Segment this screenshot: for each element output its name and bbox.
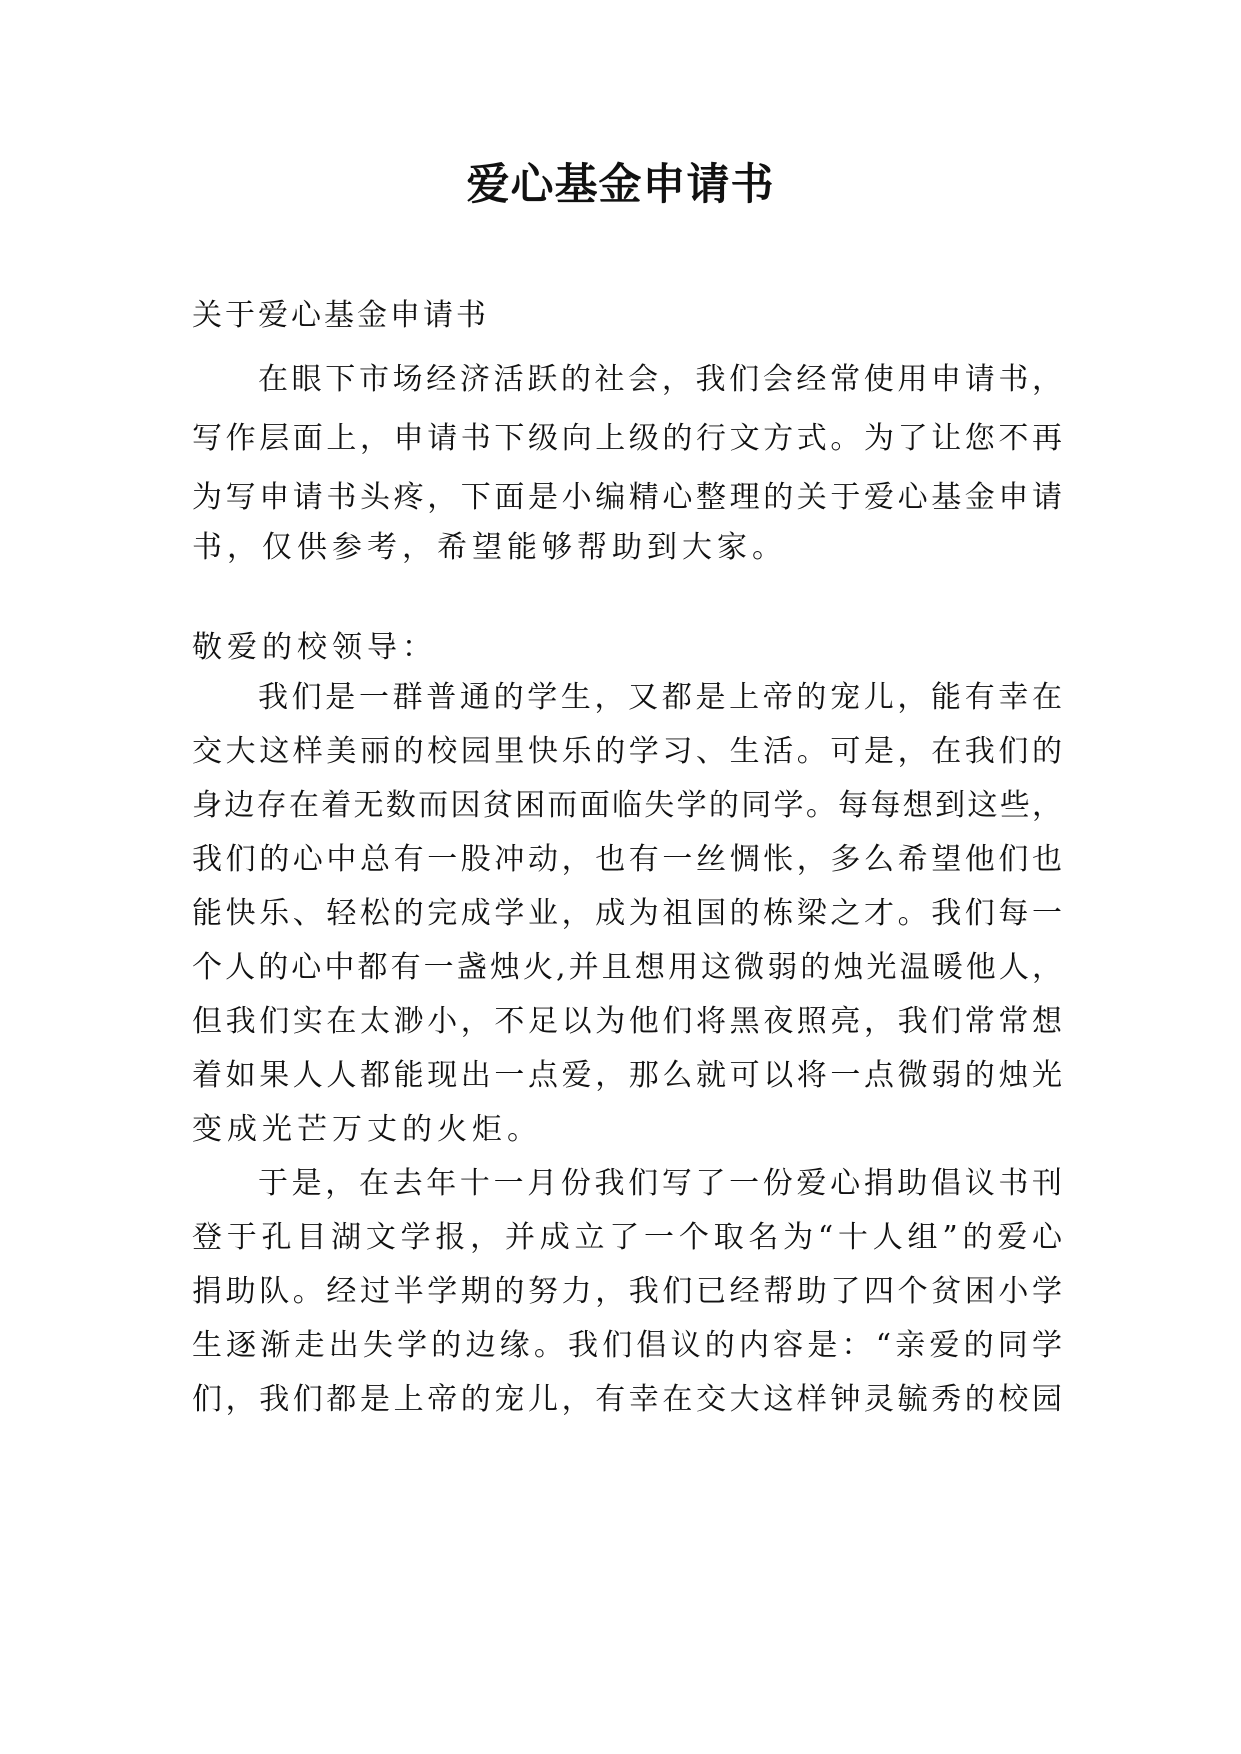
body-line: 们，我们都是上帝的宠儿，有幸在交大这样钟灵毓秀的校园 — [192, 1382, 1062, 1417]
body-line: 登于孔目湖文学报，并成立了一个取名为“十人组”的爱心 — [192, 1220, 1062, 1255]
intro-line: 为写申请书头疼，下面是小编精心整理的关于爱心基金申请 — [192, 480, 1062, 515]
body-line: 着如果人人都能现出一点爱，那么就可以将一点微弱的烛光 — [192, 1058, 1062, 1093]
body-line: 捐助队。经过半学期的努力，我们已经帮助了四个贫困小学 — [192, 1274, 1062, 1309]
body-line: 我们是一群普通的学生，又都是上帝的宠儿，能有幸在 — [258, 680, 1062, 715]
intro-line: 写作层面上，申请书下级向上级的行文方式。为了让您不再 — [192, 421, 1062, 456]
document-subtitle: 关于爱心基金申请书 — [192, 298, 489, 333]
intro-line: 在眼下市场经济活跃的社会，我们会经常使用申请书， — [258, 362, 1062, 397]
body-line: 身边存在着无数而因贫困而面临失学的同学。每每想到这些， — [192, 788, 1062, 823]
body-line: 变成光芒万丈的火炬。 — [192, 1112, 542, 1147]
salutation: 敬爱的校领导： — [192, 630, 437, 665]
body-line: 交大这样美丽的校园里快乐的学习、生活。可是，在我们的 — [192, 734, 1062, 769]
body-line: 我们的心中总有一股冲动，也有一丝惆怅，多么希望他们也 — [192, 842, 1062, 877]
body-line: 生逐渐走出失学的边缘。我们倡议的内容是：“亲爱的同学 — [192, 1328, 1062, 1363]
document-title: 爱心基金申请书 — [466, 160, 775, 210]
body-line: 于是，在去年十一月份我们写了一份爱心捐助倡议书刊 — [258, 1166, 1062, 1201]
body-line: 个人的心中都有一盏烛火,并且想用这微弱的烛光温暖他人， — [192, 950, 1062, 985]
body-line: 能快乐、轻松的完成学业，成为祖国的栋梁之才。我们每一 — [192, 896, 1062, 931]
body-line: 但我们实在太渺小，不足以为他们将黑夜照亮，我们常常想 — [192, 1004, 1062, 1039]
intro-line: 书，仅供参考，希望能够帮助到大家。 — [192, 530, 787, 565]
